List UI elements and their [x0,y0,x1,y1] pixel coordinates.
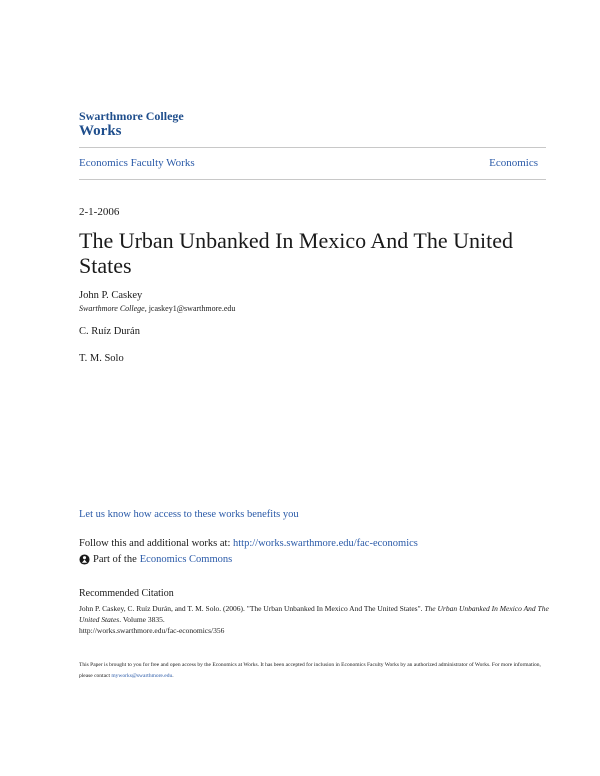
access-notice-end: . [172,673,174,679]
author-affiliation: Swarthmore College, jcaskey1@swarthmore.edu [79,304,236,313]
brand-college: Swarthmore College [79,109,184,123]
follow-prefix: Follow this and additional works at: [79,538,233,549]
author-email: jcaskey1@swarthmore.edu [148,304,236,313]
commons-icon [79,554,90,565]
part-of-line [79,554,232,565]
follow-line [79,538,418,549]
brand-works: Works [79,123,122,139]
part-of-prefix: Part of the [93,554,137,565]
repository-brand[interactable] [79,110,184,139]
recommended-citation-heading: Recommended Citation [79,588,174,599]
author-name: C. Ruíz Durán [79,326,140,337]
economics-commons-link[interactable]: Economics Commons [139,554,233,565]
publication-date: 2-1-2006 [79,206,120,218]
citation-url: http://works.swarthmore.edu/fac-economics/356 [79,626,225,635]
paper-title: The Urban Unbanked In Mexico And The United States [79,228,513,278]
header-divider-top [79,147,546,148]
author-name: T. M. Solo [79,353,124,364]
author-name: John P. Caskey [79,290,143,301]
department-link[interactable]: Economics [489,157,538,169]
citation-prefix: John P. Caskey, C. Ruíz Durán, and T. M. Solo. (2006). "The Urban Unbanked In Mexico And The United States". [79,604,425,613]
collection-link[interactable]: Economics Faculty Works [79,157,195,169]
collection-url-link[interactable]: http://works.swarthmore.edu/fac-economics [233,538,418,549]
affiliation-name: Swarthmore College [79,304,145,313]
access-notice-text: This Paper is brought to you for free and open access by the Economics at Works. It has been accepted for inclusion in Economics Faculty Works by an authorized administrator of Works. For more information, please contact [79,662,541,679]
feedback-link[interactable]: Let us know how access to these works benefits you [79,509,299,520]
header-divider-bottom [79,179,546,180]
citation-journal: The Urban Unbanked In Mexico And The United States [79,604,549,624]
access-notice [79,660,549,682]
contact-email-link[interactable]: myworks@swarthmore.edu [111,673,173,679]
citation-volume: . Volume 3835. [119,615,165,624]
citation-text [79,603,549,636]
